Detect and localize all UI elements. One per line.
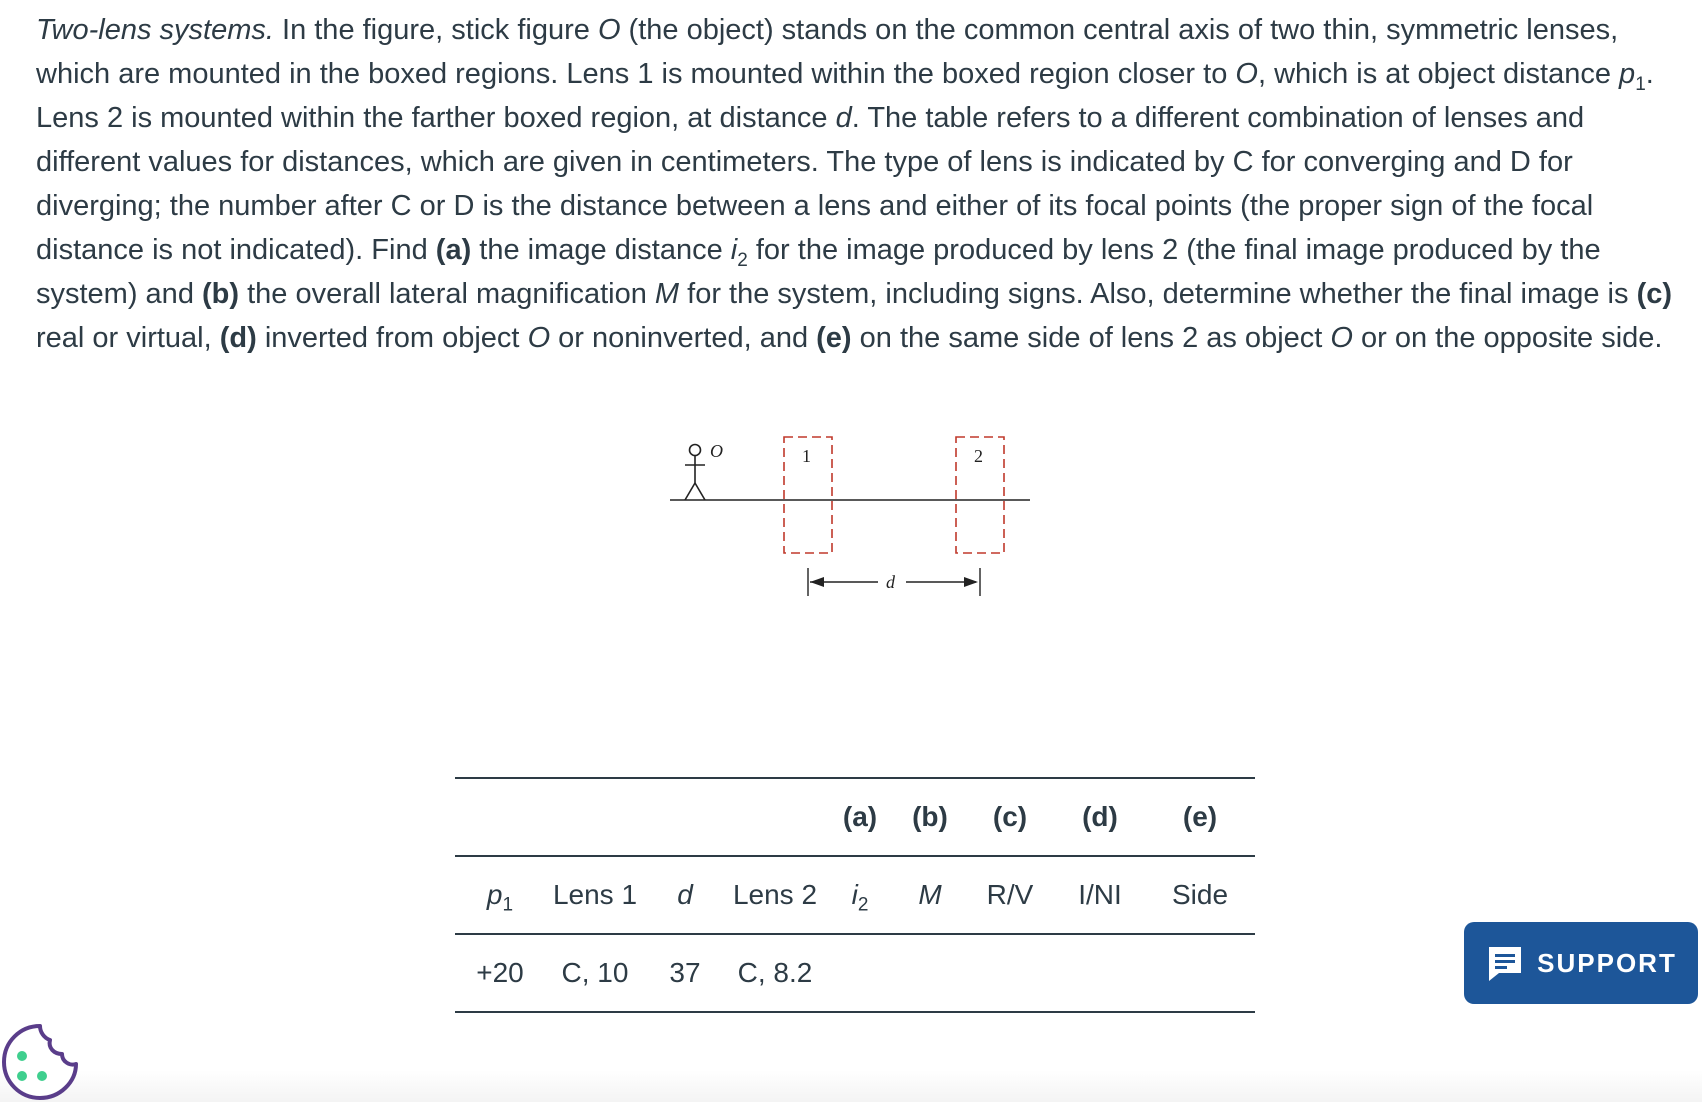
header-m (895, 856, 965, 934)
problem-text-part: In the figure, stick figure (273, 14, 598, 46)
cell-m (895, 934, 965, 1012)
subheader-b: (b) (912, 801, 948, 832)
d-var: d (835, 102, 852, 134)
cell-lens1: C, 10 (561, 957, 629, 988)
part-a-label: (a) (435, 234, 472, 266)
header-side: Side (1171, 879, 1229, 910)
part-d-label: (d) (219, 322, 257, 354)
p-sub: 1 (1635, 73, 1646, 95)
header-lens1: Lens 1 (552, 879, 638, 910)
header-i-sub: 2 (857, 894, 869, 916)
problem-text-part: (the object) stands on the common central axis of two thin, symmetric lenses, which are mounted in the boxed regions. Lens 1 is mounted within the boxed region closer to (36, 14, 1619, 90)
header-p-sub: 1 (502, 894, 514, 916)
problem-text-part: real or virtual, (36, 322, 220, 354)
support-label: SUPPORT (1537, 947, 1677, 978)
table-row (455, 934, 1255, 1012)
header-i-var: i (851, 879, 858, 910)
subheader-a: (a) (842, 801, 878, 832)
p-var: p (1619, 58, 1636, 90)
subheader-e: (e) (1182, 801, 1218, 832)
header-lens2: Lens 2 (732, 879, 818, 910)
problem-text-part: the overall lateral magnification (239, 278, 655, 310)
cell-i2 (825, 934, 895, 1012)
object-var: O (527, 322, 551, 354)
problem-text-part: . Lens 2 is mounted within the farther boxed region, at distance (36, 58, 1654, 134)
lens-1-label: 1 (802, 446, 811, 466)
header-rv: R/V (986, 879, 1034, 910)
part-c-label: (c) (1636, 278, 1673, 310)
problem-text-part: for the system, including signs. Also, determine whether the final image is (679, 278, 1637, 310)
cell-side (1145, 934, 1255, 1012)
object-var: O (1330, 322, 1353, 354)
header-d-var: d (677, 879, 693, 910)
stick-figure-icon (685, 445, 705, 501)
problem-text-part: , which is at object distance (1257, 58, 1620, 90)
subheader-c: (c) (992, 801, 1028, 832)
object-var: O (1235, 58, 1258, 90)
part-e-label: (e) (816, 322, 852, 354)
problem-lead: Two-lens systems. (36, 14, 274, 46)
subheader-d: (d) (1082, 801, 1118, 832)
header-i2 (825, 856, 895, 934)
i-var: i (730, 234, 738, 266)
cell-lens2: C, 8.2 (737, 957, 813, 988)
distance-label: d (886, 572, 895, 592)
lens-2-label: 2 (974, 446, 983, 466)
chat-icon (1485, 943, 1525, 983)
object-var: O (597, 14, 621, 46)
problem-text-part: or on the opposite side. (1352, 322, 1663, 354)
cell-ini (1055, 934, 1145, 1012)
object-label: O (710, 441, 723, 461)
header-ini: I/NI (1078, 879, 1122, 910)
header-row (455, 856, 1255, 934)
problem-text-part: on the same side of lens 2 as object (851, 322, 1331, 354)
part-b-label: (b) (202, 278, 240, 310)
problem-text-part: the image distance (471, 234, 731, 266)
two-lens-figure (660, 430, 1040, 620)
problem-text (36, 8, 1676, 360)
cell-d: 37 (669, 957, 701, 988)
i-sub: 2 (737, 249, 748, 271)
problem-text-part: for the image produced by lens 2 (the final image produced by the system) and (36, 234, 1601, 310)
subheader-row (455, 778, 1255, 856)
m-var: M (654, 278, 680, 310)
header-p-var: p (486, 879, 503, 910)
problem-text-part: inverted from object (256, 322, 528, 354)
header-m-var: M (918, 879, 942, 910)
cookie-icon[interactable] (0, 1022, 80, 1102)
data-table (455, 777, 1255, 1013)
problem-text-part: or noninverted, and (550, 322, 817, 354)
problem-text-part: . The table refers to a different combination of lenses and different values for distances, which are given in centimeters. The type of lens is indicated by C for converging and D for diverging; the number after C or D is the distance between a lens and either of its focal points (the proper sign of the focal distance is not indicated). Find (36, 102, 1594, 266)
header-d (645, 856, 725, 934)
cell-rv (965, 934, 1055, 1012)
header-p1 (455, 856, 545, 934)
cell-p1: +20 (476, 957, 524, 988)
bottom-fade (0, 1070, 1702, 1102)
support-button[interactable] (1464, 922, 1698, 1004)
